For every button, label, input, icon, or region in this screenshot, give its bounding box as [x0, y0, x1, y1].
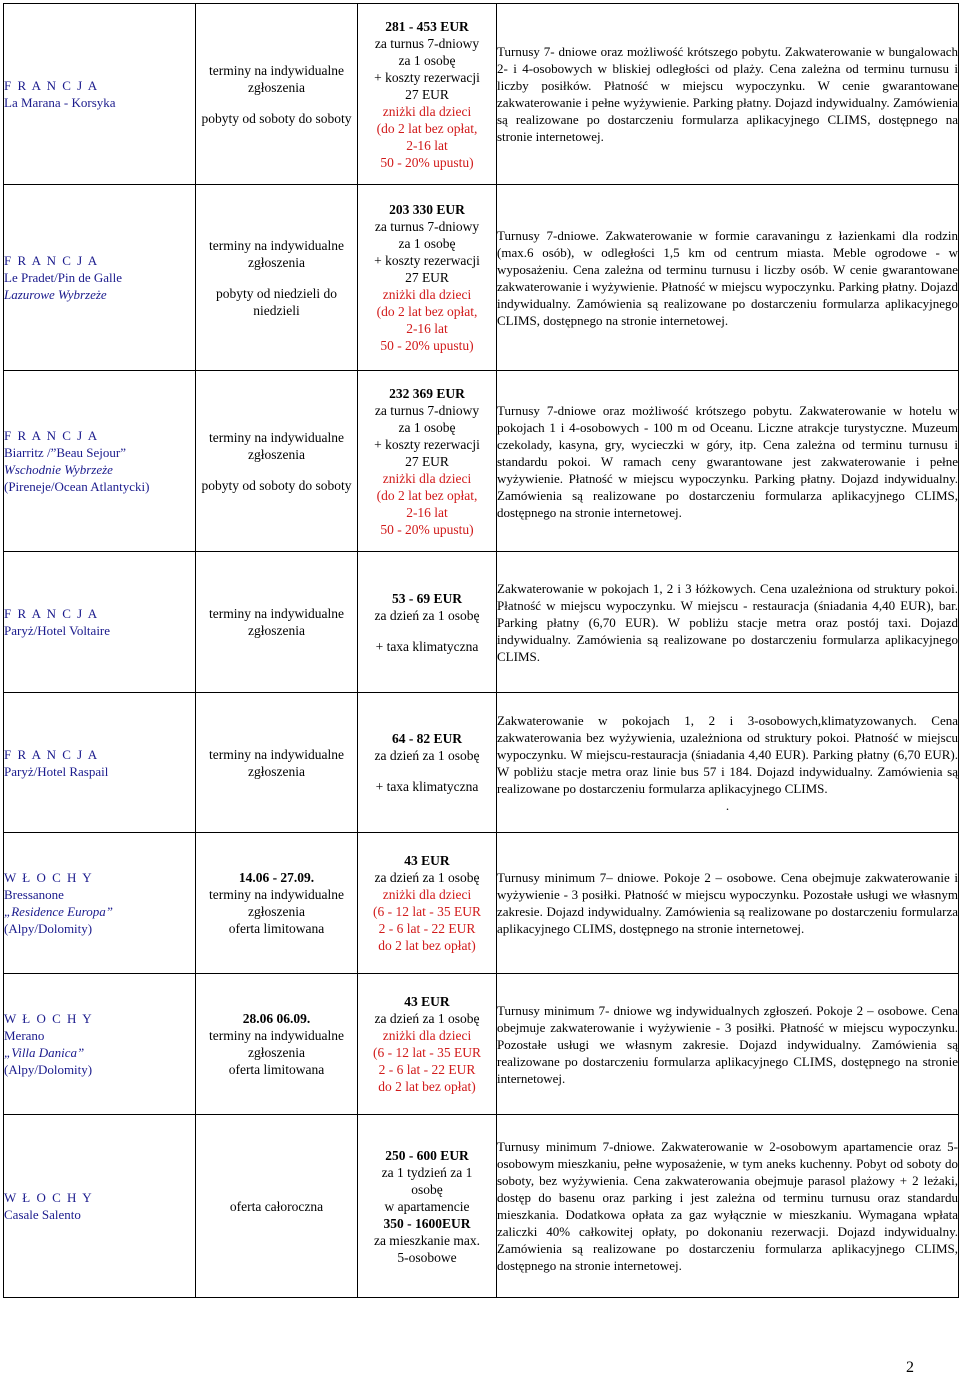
price-line: (do 2 lat bez opłat,	[376, 304, 478, 319]
price-line: 64 - 82 EUR	[391, 731, 463, 746]
spacer	[358, 624, 496, 638]
terms-line: terminy na indywidualne zgłoszenia	[209, 746, 344, 779]
terms-cell	[196, 552, 358, 693]
terms-cell	[196, 974, 358, 1115]
price-line: za 1 osobę	[398, 419, 456, 435]
price-line: za dzień za 1 osobę	[374, 748, 480, 763]
price-line: (6 - 12 lat - 35 EUR	[373, 904, 481, 919]
offer-row	[4, 371, 959, 552]
country-name: F R A N C J A	[4, 253, 99, 268]
price-cell	[358, 1115, 497, 1298]
location-line: Paryż/Hotel Raspail	[4, 763, 109, 779]
price-line: 203 330 EUR	[389, 202, 465, 217]
terms-line: 14.06 - 27.09.	[238, 870, 315, 885]
terms-line: pobyty od soboty do soboty	[201, 110, 352, 126]
terms-line: pobyty od soboty do soboty	[201, 477, 352, 493]
location-line: (Pireneje/Ocean Atlantycki)	[4, 479, 150, 494]
price-line: osobę	[411, 1181, 443, 1197]
price-line: 5-osobowe	[397, 1249, 457, 1265]
terms-line: terminy na indywidualne zgłoszenia	[209, 429, 344, 462]
price-line: za 1 osobę	[398, 52, 456, 68]
spacer	[358, 764, 496, 778]
country-name: W Ł O C H Y	[4, 1011, 94, 1026]
price-line: 350 - 1600EUR	[383, 1215, 471, 1231]
country-name: F R A N C J A	[4, 428, 99, 443]
price-line: 250 - 600 EUR	[385, 1147, 469, 1163]
description-cell	[497, 693, 959, 833]
location-cell	[4, 4, 196, 185]
location-line: Casale Salento	[4, 1207, 81, 1222]
location-line: La Marana - Korsyka	[4, 95, 116, 110]
price-line: 2 - 6 lat - 22 EUR	[378, 1062, 476, 1077]
country-name: W Ł O C H Y	[4, 870, 94, 885]
description-cell	[497, 552, 959, 693]
page-number: 2	[906, 1359, 914, 1376]
location-cell	[4, 693, 196, 833]
price-cell	[358, 185, 497, 371]
spacer	[196, 96, 357, 110]
description-tail: .	[725, 797, 730, 813]
offer-row	[4, 974, 959, 1115]
spacer	[196, 463, 357, 477]
price-line: za mieszkanie max.	[373, 1232, 481, 1248]
price-cell	[358, 4, 497, 185]
terms-cell	[196, 371, 358, 552]
terms-cell	[196, 1115, 358, 1298]
description-text: Turnusy 7-dniowe. Zakwaterowanie w formie caravaningu z łazienkami dla rodzin (max.6 osób), w odległości 1,5 km od centrum miasta. Meble ogrodowe - w wyposażeniu. Cena zależna od terminu turnusu i liczby osób. W cenie gwarantowane zakwaterowanie i wyżywienie. Płatność w miejscu wypoczynku. Parking płatny. Dojazd indywidualny. Zamówienia są realizowane po dostarczeniu formularza aplikacyjnego CLIMS, dostępnego na stronie internetowej.	[497, 227, 958, 328]
price-line: + koszty rezerwacji	[374, 253, 480, 268]
terms-line: terminy na indywidualne zgłoszenia	[209, 887, 344, 919]
price-line: 2-16 lat	[406, 137, 448, 153]
location-cell	[4, 833, 196, 974]
price-cell	[358, 693, 497, 833]
price-line: w apartamencie	[384, 1198, 470, 1214]
terms-cell	[196, 833, 358, 974]
price-line: + taxa klimatyczna	[375, 638, 479, 654]
offer-row	[4, 833, 959, 974]
terms-line: oferta limitowana	[228, 1062, 325, 1077]
country-name: F R A N C J A	[4, 746, 99, 762]
price-line: zniżki dla dzieci	[382, 1028, 472, 1043]
description-cell	[497, 833, 959, 974]
terms-line: 28.06 06.09.	[242, 1011, 311, 1026]
price-line: za 1 osobę	[398, 236, 456, 251]
terms-line: oferta limitowana	[228, 921, 325, 936]
location-line: Wschodnie Wybrzeże	[4, 462, 113, 477]
description-text: Zakwaterowanie w pokojach 1, 2 i 3-osobowych,klimatyzowanych. Cena zakwaterowania bez wyżywienia, uzależniona od struktury pokoi. Płatność w miejscu wypoczynku. W miejscu-restauracja (śniadania 4,40 EUR). Parking płatny (6,70 EUR). W pobliżu stacje metra oraz linie bus 57 i 184. Dojazd indywidualny. Zamówienia są realizowane po dostarczeniu formularza aplikacyjnego CLIMS.	[497, 712, 958, 796]
offer-row	[4, 4, 959, 185]
price-line: 50 - 20% upustu)	[380, 521, 474, 537]
price-line: za dzień za 1 osobę	[374, 607, 480, 623]
description-text: Turnusy minimum 7-dniowe. Zakwaterowanie w 2-osobowym apartamencie oraz 5-osobowym mieszkaniu, pełne wyposażenie, w tym aneks kuchenny. Pobyt od soboty do soboty, bez wyżywienia. Cena zakwaterowania obejmuje parasol plażowy + 2 leżaki, dostęp do basenu oraz parking i jest zależna od terminu turnusu oraz standardu mieszkania. Dodatkowa opłata za gaz wyłącznie w mieszkaniu. Wymagana wpłata zaliczki 40% całkowitej opłaty, po dokonaniu rezerwacji. Dojazd indywidualny. Zamówienia są realizowane po dostarczeniu formularza aplikacyjnego CLIMS, dostępnego na stronie internetowej.	[497, 1139, 958, 1273]
price-line: zniżki dla dzieci	[382, 887, 472, 902]
price-line: za turnus 7-dniowy	[374, 219, 480, 234]
location-line: Bressanone	[4, 887, 64, 902]
terms-cell	[196, 693, 358, 833]
country-name: W Ł O C H Y	[4, 1190, 94, 1205]
price-line: do 2 lat bez opłat)	[378, 938, 476, 953]
description-cell	[497, 185, 959, 371]
price-line: (do 2 lat bez opłat,	[376, 487, 478, 503]
location-line: Le Pradet/Pin de Galle	[4, 270, 123, 285]
price-cell	[358, 552, 497, 693]
price-line: za 1 tydzień za 1	[381, 1164, 473, 1180]
price-line: za dzień za 1 osobę	[374, 1011, 480, 1026]
country-name: F R A N C J A	[4, 78, 99, 93]
location-line: Lazurowe Wybrzeże	[4, 287, 107, 302]
price-line: zniżki dla dzieci	[382, 287, 472, 302]
description-text: Turnusy 7-dniowe oraz możliwość krótszego pobytu. Zakwaterowanie w hotelu w pokojach 1 i 4-osobowych - 100 m od Oceanu. Liczne atrakcje turystyczne. Muzeum czekolady, kasyna, gry, wycieczki w góry, itp. Cena zależna od terminu turnusu i standardu pokoi. W ramach ceny gwarantowane jest zakwaterowanie i pełne wyżywienie. Płatność w miejscu wypoczynku. Parking płatny. Dojazd indywidualny. Zamówienia są realizowane po dostarczeniu formularza aplikacyjnego CLIMS, dostępnego na stronie internetowej.	[497, 402, 958, 520]
price-line: 232 369 EUR	[389, 385, 465, 401]
location-line: Merano	[4, 1028, 45, 1043]
description-cell	[497, 1115, 959, 1298]
price-line: za turnus 7-dniowy	[374, 402, 480, 418]
price-line: 281 - 453 EUR	[385, 18, 469, 34]
description-cell	[497, 371, 959, 552]
location-cell	[4, 1115, 196, 1298]
price-line: zniżki dla dzieci	[382, 103, 472, 119]
price-line: 43 EUR	[404, 853, 450, 868]
price-line: 2-16 lat	[406, 504, 448, 520]
price-line: + taxa klimatyczna	[375, 779, 479, 794]
description-cell	[497, 4, 959, 185]
location-line: „Villa Danica”	[4, 1045, 85, 1060]
offers-table	[3, 3, 959, 1298]
price-cell	[358, 974, 497, 1115]
terms-cell	[196, 4, 358, 185]
price-line: (6 - 12 lat - 35 EUR	[373, 1045, 481, 1060]
terms-line: oferta całoroczna	[229, 1198, 324, 1214]
location-cell	[4, 371, 196, 552]
price-line: 53 - 69 EUR	[391, 590, 463, 606]
offer-row	[4, 693, 959, 833]
price-line: 27 EUR	[405, 86, 449, 102]
description-text: Zakwaterowanie w pokojach 1, 2 i 3 łóżkowych. Cena uzależniona od struktury pokoi. Płatność w miejscu wypoczynku. W miejscu - restauracja (śniadania 4,40 EUR), bar. Parking płatny (6,70 EUR). W pobliżu stacje metra oraz postój taxi. Dojazd indywidualny. Zamówienia są realizowane po dostarczeniu formularza aplikacyjnego CLIMS.	[497, 580, 958, 664]
location-cell	[4, 185, 196, 371]
terms-line: terminy na indywidualne zgłoszenia	[209, 606, 344, 638]
spacer	[196, 271, 357, 285]
terms-cell	[196, 185, 358, 371]
price-line: 50 - 20% upustu)	[380, 338, 474, 353]
terms-line: terminy na indywidualne zgłoszenia	[209, 1028, 344, 1060]
location-cell	[4, 974, 196, 1115]
price-line: za turnus 7-dniowy	[374, 35, 480, 51]
price-line: za dzień za 1 osobę	[374, 870, 480, 885]
price-cell	[358, 371, 497, 552]
offer-row	[4, 552, 959, 693]
description-text: Turnusy minimum 7- dniowe wg indywidualnych zgłoszeń. Pokoje 2 – osobowe. Cena obejmuje zakwaterowanie i wyżywienie - 3 posiłki. Płatność w miejscu wypoczynku. Pozostałe usługi we własnym zakresie. Dojazd indywidualny. Zamówienia są realizowane po dostarczeniu formularza aplikacyjnego CLIMS, dostępnego na stronie internetowej.	[497, 1002, 958, 1086]
terms-line: terminy na indywidualne zgłoszenia	[209, 237, 344, 270]
terms-line: pobyty od niedzieli do niedzieli	[215, 285, 338, 318]
price-line: + koszty rezerwacji	[374, 69, 480, 85]
description-cell	[497, 974, 959, 1115]
location-line: Paryż/Hotel Voltaire	[4, 623, 111, 638]
price-line: 2-16 lat	[406, 321, 448, 336]
price-cell	[358, 833, 497, 974]
description-text: Turnusy minimum 7– dniowe. Pokoje 2 – osobowe. Cena obejmuje zakwaterowanie i wyżywienie - 3 posiłki. Płatność w miejscu wypoczynku. Pozostałe usługi we własnym zakresie. Dojazd indywidualny. Zamówienia są realizowane po dostarczeniu formularza aplikacyjnego CLIMS, dostępnego na stronie internetowej.	[497, 870, 958, 936]
price-line: 27 EUR	[405, 453, 449, 469]
price-line: 50 - 20% upustu)	[380, 154, 474, 170]
location-cell	[4, 552, 196, 693]
location-line: (Alpy/Dolomity)	[4, 921, 93, 936]
price-line: 27 EUR	[405, 270, 449, 285]
price-line: (do 2 lat bez opłat,	[376, 120, 478, 136]
offer-row	[4, 185, 959, 371]
location-line: Biarritz /”Beau Sejour”	[4, 445, 127, 460]
location-line: „Residence Europa”	[4, 904, 113, 919]
price-line: 43 EUR	[404, 994, 450, 1009]
description-text: Turnusy 7- dniowe oraz możliwość krótszego pobytu. Zakwaterowanie w bungalowach 2- i 4-osobowych w bliskiej odległości od plaży. Cena zależna od terminu turnusu i liczby posiłków. Płatność w miejscu wypoczynku. W cenie gwarantowane zakwaterowanie i pełne wyżywienie. Parking płatny. Dojazd indywidualny. Zamówienia są realizowane po dostarczeniu formularza aplikacyjnego CLIMS, dostępnego na stronie internetowej.	[497, 44, 958, 144]
price-line: do 2 lat bez opłat)	[378, 1079, 476, 1094]
price-line: 2 - 6 lat - 22 EUR	[378, 921, 476, 936]
price-line: zniżki dla dzieci	[382, 470, 472, 486]
offer-row	[4, 1115, 959, 1298]
country-name: F R A N C J A	[4, 606, 99, 621]
terms-line: terminy na indywidualne zgłoszenia	[209, 62, 344, 95]
location-line: (Alpy/Dolomity)	[4, 1062, 93, 1077]
price-line: + koszty rezerwacji	[374, 436, 480, 452]
